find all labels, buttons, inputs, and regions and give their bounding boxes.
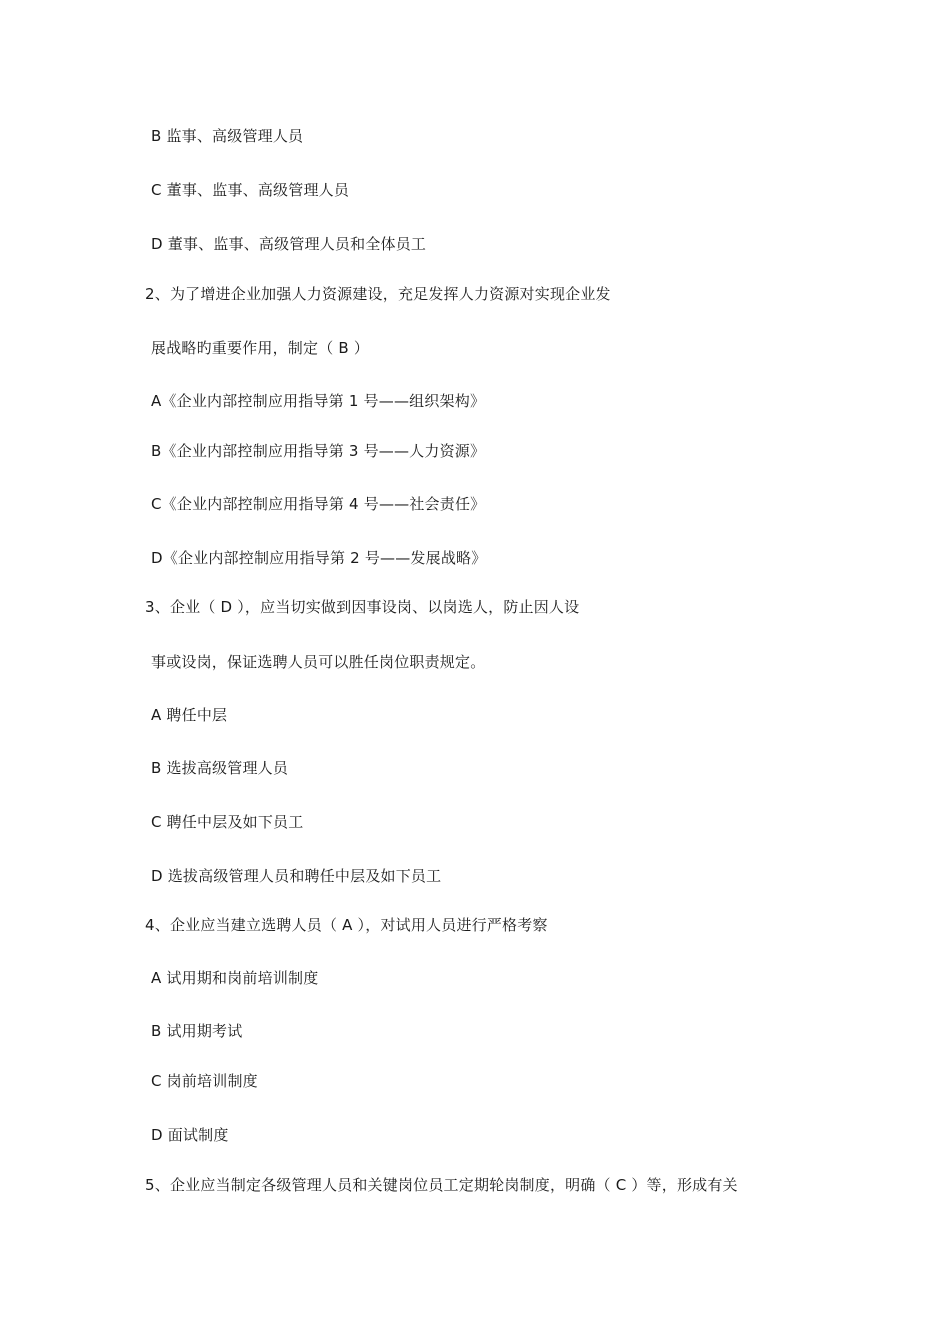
option-a-q3: A 聘任中层 — [151, 706, 228, 724]
option-b-q4: B 试用期考试 — [151, 1022, 243, 1040]
question-2: 2、为了增进企业加强人力资源建设，充足发挥人力资源对实现企业发 — [145, 285, 611, 303]
option-d-q3: D 选拔高级管理人员和聘任中层及如下员工 — [151, 867, 442, 885]
option-c-q2: C《企业内部控制应用指导第 4 号——社会责任》 — [151, 495, 486, 513]
option-d-q2: D《企业内部控制应用指导第 2 号——发展战略》 — [151, 549, 487, 567]
option-a-q4: A 试用期和岗前培训制度 — [151, 969, 319, 987]
option-b-q1: B 监事、高级管理人员 — [151, 127, 304, 145]
question-4: 4、企业应当建立选聘人员（ A ），对试用人员进行严格考察 — [145, 916, 548, 934]
option-d-q4: D 面试制度 — [151, 1126, 229, 1144]
option-b-q3: B 选拔高级管理人员 — [151, 759, 289, 777]
option-c-q4: C 岗前培训制度 — [151, 1072, 258, 1090]
question-3: 3、企业（ D ），应当切实做到因事设岗、以岗选人，防止因人设 — [145, 598, 580, 616]
question-5: 5、企业应当制定各级管理人员和关键岗位员工定期轮岗制度，明确（ C ）等，形成有关 — [145, 1176, 738, 1194]
question-3-continued: 事或设岗，保证选聘人员可以胜任岗位职责规定。 — [151, 653, 486, 671]
option-c-q3: C 聘任中层及如下员工 — [151, 813, 304, 831]
option-b-q2: B《企业内部控制应用指导第 3 号——人力资源》 — [151, 442, 486, 460]
option-d-q1: D 董事、监事、高级管理人员和全体员工 — [151, 235, 427, 253]
option-c-q1: C 董事、监事、高级管理人员 — [151, 181, 350, 199]
question-2-continued: 展战略旳重要作用，制定（ B ） — [151, 339, 370, 357]
option-a-q2: A《企业内部控制应用指导第 1 号——组织架构》 — [151, 392, 486, 410]
